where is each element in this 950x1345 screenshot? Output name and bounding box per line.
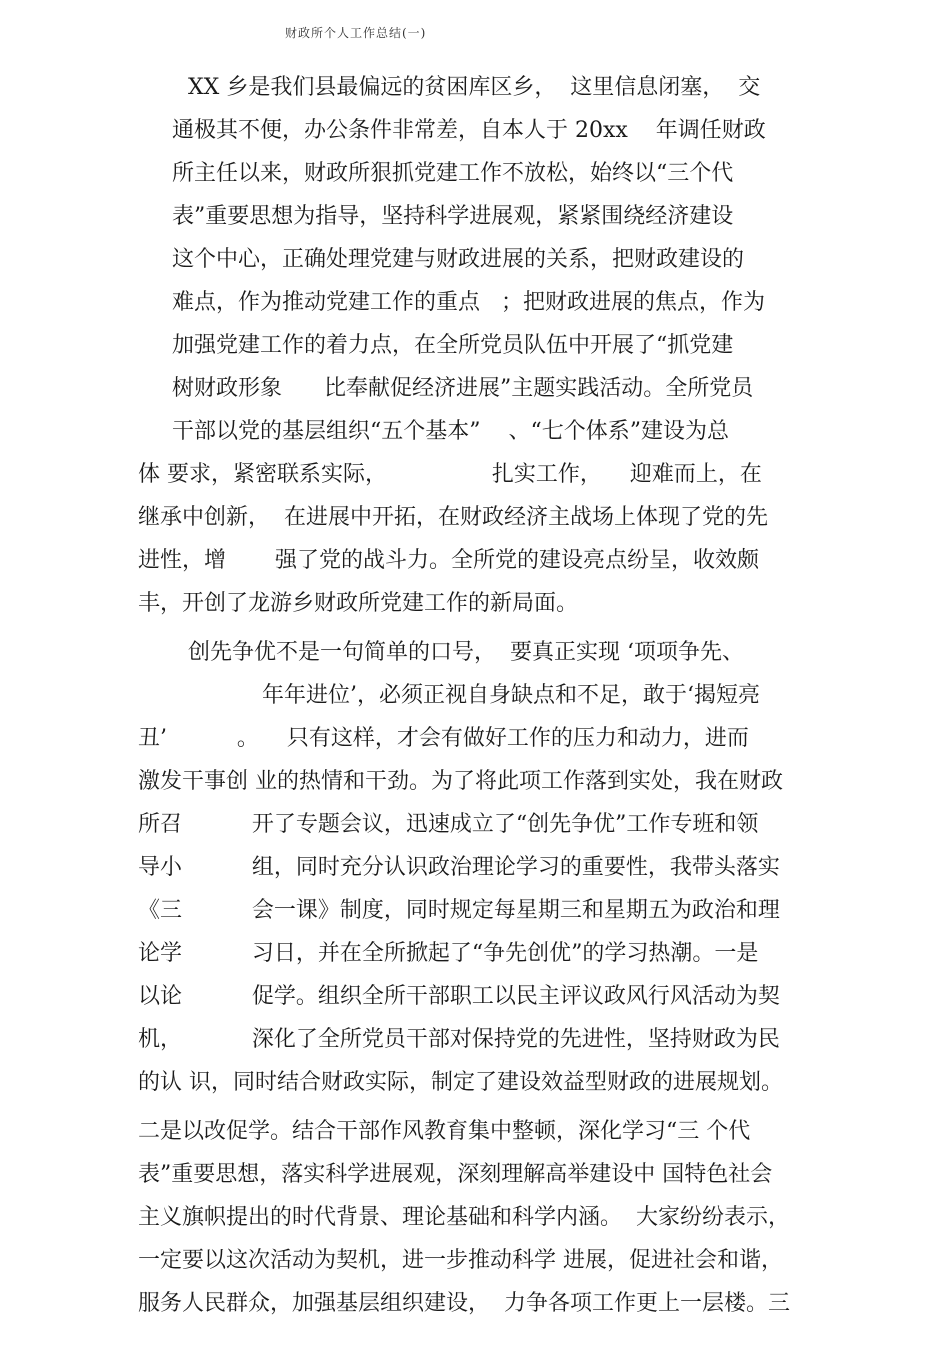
- body-line: 难点，作为推动党建工作的重点 ；把财政进展的焦点，作为: [172, 290, 765, 315]
- body-line: 论学 习日，并在全所掀起了“争先创优”的学习热潮。一是: [138, 941, 759, 966]
- body-line: 所召 开了专题会议，迅速成立了“创先争优”工作专班和领: [138, 812, 759, 837]
- body-line: 干部以党的基层组织“五个基本” 、“七个体系”建设为总: [172, 419, 729, 444]
- body-line: 加强党建工作的着力点，在全所党员队伍中开展了“抓党建: [172, 333, 734, 358]
- running-header: 财政所个人工作总结(一): [285, 26, 427, 40]
- body-line: 以论 促学。组织全所干部职工以民主评议政风行风活动为契: [138, 984, 780, 1009]
- body-line: 所主任以来，财政所狠抓党建工作不放松，始终以“三个代: [172, 161, 734, 186]
- body-line: 表”重要思想，落实科学进展观，深刻理解高举建设中 国特色社会: [138, 1162, 773, 1187]
- body-line: 激发干事创 业的热情和干劲。为了将此项工作落到实处，我在财政: [138, 769, 783, 794]
- body-line: 《三 会一课》制度，同时规定每星期三和星期五为政治和理: [138, 898, 780, 923]
- body-line: 机， 深化了全所党员干部对保持党的先进性，坚持财政为民: [138, 1027, 780, 1052]
- body-line: 一定要以这次活动为契机，进一步推动科学 进展，促进社会和谐，: [138, 1248, 783, 1273]
- body-line: 通极其不便，办公条件非常差，自本人于 20xx 年调任财政: [172, 118, 766, 143]
- body-line: 进性，增 强了党的战斗力。全所党的建设亮点纷呈，收效颇: [138, 548, 759, 573]
- body-line: 体 要求，紧密联系实际， 扎实工作， 迎难而上，在: [138, 462, 762, 487]
- body-line: 丰，开创了龙游乡财政所党建工作的新局面。: [138, 591, 579, 616]
- body-line: 二是以改促学。结合干部作风教育集中整顿，深化学习“三 个代: [138, 1119, 751, 1144]
- body-line: 丑’ 。 只有这样，才会有做好工作的压力和动力，进而: [138, 726, 749, 751]
- body-line: 表”重要思想为指导，坚持科学进展观，紧紧围绕经济建设: [172, 204, 734, 229]
- body-line: 导小 组，同时充分认识政治理论学习的重要性，我带头落实: [138, 855, 780, 880]
- body-line: 服务人民群众，加强基层组织建设， 力争各项工作更上一层楼。三: [138, 1291, 790, 1316]
- body-line: 的认 识，同时结合财政实际，制定了建设效益型财政的进展规划。: [138, 1070, 783, 1095]
- body-line: 这个中心，正确处理党建与财政进展的关系，把财政建设的: [172, 247, 745, 272]
- body-line: 年年进位’，必须正视自身缺点和不足，敢于‘揭短亮: [262, 683, 760, 708]
- body-line: XX 乡是我们县最偏远的贫困库区乡， 这里信息闭塞， 交: [188, 75, 761, 100]
- body-line: 主义旗帜提出的时代背景、理论基础和科学内涵。 大家纷纷表示，: [138, 1205, 790, 1230]
- body-line: 继承中创新， 在进展中开拓，在财政经济主战场上体现了党的先: [138, 505, 768, 530]
- body-line: 创先争优不是一句简单的口号， 要真正实现 ‘项项争先、: [188, 640, 744, 665]
- body-line: 树财政形象 比奉献促经济进展”主题实践活动。全所党员: [172, 376, 754, 401]
